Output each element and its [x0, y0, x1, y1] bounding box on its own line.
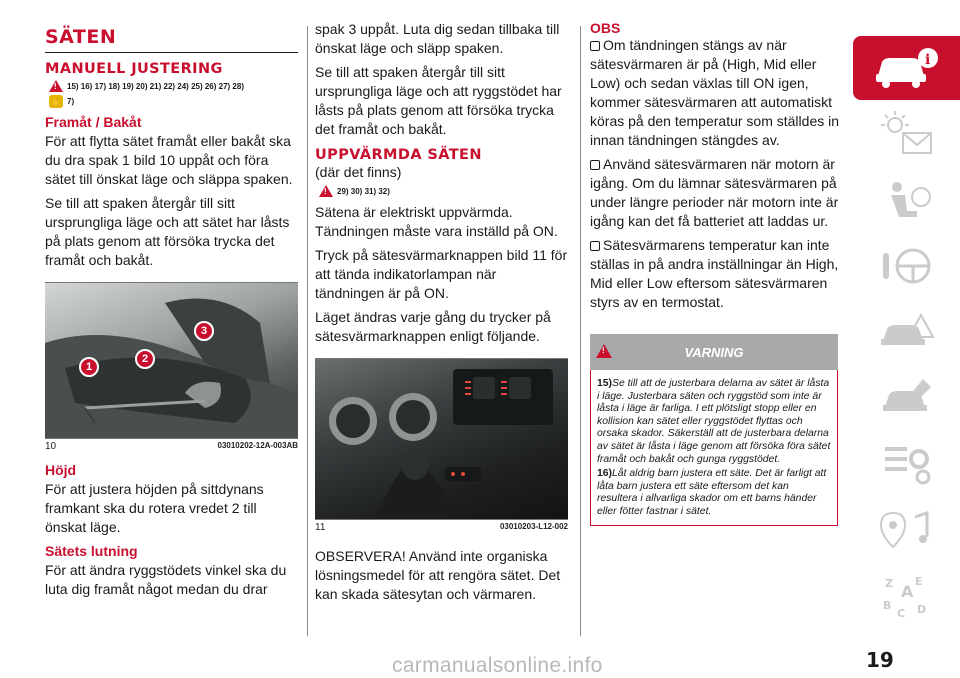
console-illustration	[315, 359, 568, 520]
paragraph-height: För att justera höjden på sittdynans framkant ska du rotera vredet 2 till önskat läge.	[45, 481, 264, 535]
square-bullet-icon	[590, 160, 600, 170]
svg-text:A: A	[900, 582, 913, 601]
warning-box	[590, 334, 838, 526]
warning-body	[590, 370, 838, 526]
warning-refs-heated: ! 29) 30) 31) 32)	[319, 185, 568, 197]
note-refs: ✋ 7)	[49, 95, 298, 108]
settings-list-icon[interactable]	[853, 432, 960, 496]
car-crash-icon[interactable]	[853, 300, 960, 364]
page-number: 19	[866, 648, 894, 672]
svg-text:E: E	[914, 575, 923, 588]
audio-navigation-icon[interactable]	[853, 498, 960, 562]
column-3	[590, 20, 842, 526]
chapter-sidebar	[853, 36, 960, 630]
warning-light-envelope-icon[interactable]	[853, 102, 960, 166]
paragraph-tilt-cont-2: Se till att spaken återgår till sitt ursprungliga läge och att ryggstödet har låsts på plats genom att försöka trycka det framåt och bakåt.	[315, 64, 562, 137]
heated-availability-note: (där det finns)	[315, 164, 402, 180]
paragraph-heated-1: Sätena är elektriskt uppvärmda. Tändningen måste vara inställd på ON.	[315, 204, 558, 239]
note-bullet-3: Sätesvärmarens temperatur kan inte ställas in på andra inställningar än High, Mid eller Low eftersom sätesvärmaren styrs av en termostat.	[590, 237, 839, 310]
heading-tilt: Sätets lutning	[45, 543, 138, 559]
warning-header: ! VARNING	[590, 334, 838, 370]
column-divider	[580, 26, 581, 636]
subsection-title-manual: MANUELL JUSTERING	[45, 61, 223, 77]
column-1	[45, 26, 298, 604]
paragraph-tilt-cont: spak 3 uppåt. Luta dig sedan tillbaka till önskat läge och släpp spaken.	[315, 21, 560, 56]
paragraph-forward-2: Se till att spaken återgår till sitt ursprungliga läge och att sätet har låsts på plats genom att försöka trycka det framåt och bakåt.	[45, 195, 290, 268]
paragraph-caution: OBSERVERA! Använd inte organiska lösningsmedel för att rengöra sätet. Det kan skada sätesytan och värmaren.	[315, 548, 561, 602]
figure-caption-11: 11 03010203-L12-002	[315, 522, 568, 533]
svg-text:B: B	[882, 599, 891, 612]
column-2	[315, 20, 568, 609]
warning-triangle-icon	[319, 185, 333, 197]
seat-airbag-icon[interactable]	[853, 168, 960, 232]
paragraph-tilt: För att ändra ryggstödets vinkel ska du luta dig framåt något medan du drar	[45, 562, 287, 597]
callout-badge-3: 3	[194, 321, 214, 341]
hand-note-icon: ✋	[49, 95, 63, 108]
square-bullet-icon	[590, 41, 600, 51]
heading-height: Höjd	[45, 462, 77, 478]
heading-forward: Framåt / Bakåt	[45, 114, 142, 130]
paragraph-heated-2: Tryck på sätesvärmarknappen bild 11 för att tända indikatorlampan när tändningen är på ON.	[315, 247, 568, 301]
warning-refs: ! 15) 16) 17) 18) 19) 20) 21) 22) 24) 25) 26) 27) 28)	[49, 80, 298, 92]
car-info-icon[interactable]	[853, 36, 960, 100]
watermark: carmanualsonline.info	[392, 654, 603, 677]
callout-badge-1: 1	[79, 357, 99, 377]
steering-wheel-icon[interactable]	[853, 234, 960, 298]
warning-item-15: 15)Se till att de justerbara delarna av sätet är låsta i läge. Justerbara säten och ryggstöd som inte är låsta i läge är farliga. I ett plötsligt stopp eller en kollision kan sätet eller ryggstödet flyttas och orsaka skador. Säkerställ att de justerbara delarna av sätet är låsta i läge genom att försöka föra sätet framåt och bakåt och gunga ryggstödet.	[597, 378, 831, 465]
note-title: OBS	[590, 20, 621, 36]
svg-text:D: D	[916, 603, 926, 616]
section-title: SÄTEN	[45, 26, 298, 53]
alphabet-index-icon[interactable]	[853, 564, 960, 628]
figure-caption-10: 10 03010202-12A-003AB	[45, 441, 298, 452]
paragraph-forward: För att flytta sätet framåt eller bakåt ska du dra spak 1 bild 10 uppåt och föra sätet till önskat läge och släppa spaken.	[45, 133, 293, 187]
wrench-car-icon[interactable]	[853, 366, 960, 430]
svg-text:Z: Z	[884, 577, 893, 590]
callout-badge-2: 2	[135, 349, 155, 369]
svg-text:i: i	[924, 52, 930, 68]
warning-triangle-icon	[49, 80, 63, 92]
column-divider	[307, 26, 308, 636]
note-bullet-1: Om tändningen stängs av när sätesvärmaren är på (High, Mid eller Low) och sedan växlas till ON igen, kommer sätesvärmaren att automatiskt köras på den temperatur som ställdes in innan tändningen stängdes av.	[590, 37, 840, 148]
note-bullet-2: Använd sätesvärmaren när motorn är igång. Om du lämnar sätesvärmaren på under längre perioder när motorn inte är igång kan det få batteriet att laddas ur.	[590, 156, 839, 229]
paragraph-heated-3: Läget ändras varje gång du trycker på sätesvärmarknappen enligt följande.	[315, 309, 551, 344]
seat-photo-figure	[45, 282, 298, 439]
warning-item-16: 16)Låt aldrig barn justera ett säte. Det är farligt att låta barn justera ett säte eftersom det kan resultera i allvarliga skador om ett barns händer eller fötter fastnar i sätet.	[597, 468, 827, 517]
subsection-title-heated: UPPVÄRMDA SÄTEN	[315, 147, 482, 163]
svg-text:C: C	[896, 607, 905, 620]
square-bullet-icon	[590, 241, 600, 251]
console-photo-figure	[315, 358, 568, 520]
